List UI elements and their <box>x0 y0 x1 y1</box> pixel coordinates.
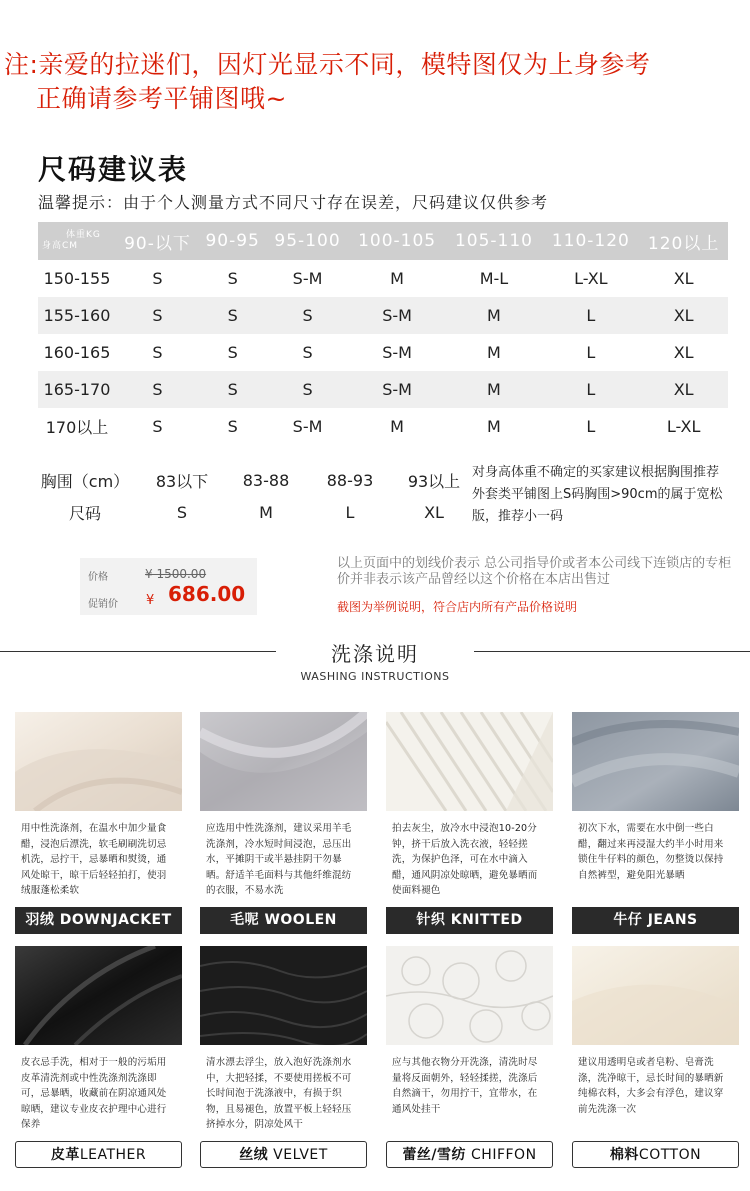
size-cell: S <box>227 417 238 436</box>
size-value: M <box>259 502 273 522</box>
weight-axis-label: 体重KG <box>66 230 101 240</box>
size-cell: S <box>302 380 313 399</box>
size-cell: M <box>487 417 501 436</box>
size-cell: S <box>152 343 163 362</box>
size-cell: L <box>586 306 596 325</box>
fabric-label <box>386 907 553 934</box>
notice-line-2: 正确请参考平铺图哦~ <box>36 84 287 113</box>
fabric-card-leather <box>15 946 182 1168</box>
fabric-label-cn: 蕾丝/雪纺 <box>402 1147 467 1163</box>
fabric-photo-velvet <box>200 946 367 1045</box>
original-price-row <box>88 567 207 583</box>
fabric-label-en: DOWNJACKET <box>59 912 172 928</box>
sale-price-label: 促销价 <box>88 599 118 610</box>
fabric-label <box>572 1141 739 1168</box>
chest-size-table <box>30 464 476 528</box>
fabric-description: 清水漂去浮尘，放入泡好洗涤剂水中，大把轻揉，不要使用搓板不可长时间泡于洗涤液中，有损于织物，且易褪色，放置平板上轻轻压挤掉水分，阴凉处风干 <box>206 1057 352 1130</box>
fabric-photo-cotton <box>572 946 739 1045</box>
size-cell: XL <box>673 380 694 399</box>
original-price-value: ¥ 1500.00 <box>145 567 207 581</box>
size-cell: S-M <box>292 269 323 288</box>
height-cell: 165-170 <box>43 380 111 399</box>
fabric-photo-chiffon <box>386 946 553 1045</box>
fabric-photo-jeans <box>572 712 739 811</box>
size-cell: S-M <box>382 380 412 399</box>
weight-header: 90-以下 <box>124 233 191 254</box>
fabric-card-chiffon <box>386 946 553 1168</box>
size-cell: S <box>227 269 238 288</box>
currency-symbol: ¥ <box>146 593 155 608</box>
chest-value: 93以上 <box>407 471 461 491</box>
chest-label: 胸围（cm） <box>40 471 130 491</box>
size-cell: S <box>152 380 163 399</box>
fabric-label-en: JEANS <box>647 912 698 928</box>
chest-value: 83-88 <box>242 470 290 490</box>
fabric-label <box>15 907 182 934</box>
fabric-label <box>200 907 367 934</box>
size-cell: M <box>390 269 404 288</box>
price-box <box>80 558 257 615</box>
size-cell: S <box>152 417 163 436</box>
fabric-label-cn: 丝绒 <box>239 1147 269 1163</box>
washing-title-cn: 洗涤说明 <box>331 642 419 666</box>
fabric-card-knitted <box>386 712 553 934</box>
fabric-label-en: COTTON <box>638 1147 702 1163</box>
washing-title-en: WASHING INSTRUCTIONS <box>300 670 450 683</box>
chest-value: 88-93 <box>326 470 374 490</box>
fabric-label-en: KNITTED <box>450 912 523 928</box>
height-cell: 170以上 <box>45 418 109 437</box>
size-chart-tip: 温馨提示：由于个人测量方式不同尺寸存在误差，尺码建议仅供参考 <box>38 193 549 212</box>
fabric-label-cn: 针织 <box>416 912 446 928</box>
fabric-photo-downjacket <box>15 712 182 811</box>
fabric-label-en: LEATHER <box>79 1147 147 1163</box>
height-axis-label: 身高CM <box>42 241 79 251</box>
original-price-label: 价格 <box>88 572 108 583</box>
weight-header: 110-120 <box>551 231 630 251</box>
height-cell: 155-160 <box>43 306 111 325</box>
table-row <box>38 260 728 297</box>
fabric-photo-knitted <box>386 712 553 811</box>
table-row <box>38 297 728 334</box>
fabric-description: 初次下水，需要在水中倒一些白醋，翻过来再浸湿大约半小时用来锁住牛仔料的颜色，勿整烫以保持自然裤型，避免阳光暴晒 <box>578 823 724 881</box>
fabric-description: 拍去灰尘，放冷水中浸泡10-20分钟，挤干后放入洗衣液，轻轻搓洗，为保护色泽，可在水中滴入醋，通风阴凉处晾晒，避免暴晒而使面料褪色 <box>392 823 538 896</box>
weight-header: 90-95 <box>205 231 260 251</box>
size-cell: S-M <box>382 343 412 362</box>
price-claim: 截图为举例说明，符合店内所有产品价格说明 <box>337 600 578 614</box>
size-cell: XL <box>673 306 694 325</box>
size-value: S <box>176 502 188 522</box>
size-cell: S <box>302 306 313 325</box>
chest-row <box>30 464 476 496</box>
size-cell: S <box>227 380 238 399</box>
fabric-label-cn: 毛呢 <box>230 912 260 928</box>
fabric-card-cotton <box>572 946 739 1168</box>
size-cell: L-XL <box>666 417 701 436</box>
size-cell: XL <box>673 269 694 288</box>
fabric-label <box>386 1141 553 1168</box>
height-cell: 150-155 <box>43 269 111 288</box>
height-cell: 160-165 <box>43 343 111 362</box>
fabric-description: 应与其他衣物分开洗涤，清洗时尽量将反面朝外，轻轻揉搓，洗涤后自然滴干，勿用拧干，宜带水，在通风处挂干 <box>392 1057 538 1115</box>
size-cell: M <box>487 343 501 362</box>
notice-line-1: 注:亲爱的拉迷们，因灯光显示不同，模特图仅为上身参考 <box>4 50 651 79</box>
fabric-card-jeans <box>572 712 739 934</box>
fabric-description: 用中性洗涤剂，在温水中加少量食醋，浸泡后漂洗，软毛刷刷洗切忌机洗，忌拧干，忌暴晒和熨烫，通风处晾干，晾干后轻轻拍打，使羽绒服蓬松柔软 <box>21 823 167 896</box>
size-cell: M <box>487 306 501 325</box>
fabric-label-cn: 羽绒 <box>25 912 55 928</box>
table-row <box>38 371 728 408</box>
fabric-photo-woolen <box>200 712 367 811</box>
fabric-label-cn: 棉料 <box>609 1147 639 1163</box>
fabric-label <box>15 1141 182 1168</box>
chest-recommendation-note <box>472 462 742 528</box>
model-photo-notice <box>0 48 750 116</box>
fabric-label-cn: 皮革 <box>50 1147 80 1163</box>
size-cell: M <box>390 417 404 436</box>
fabric-description: 建议用透明皂或者皂粉、皂膏洗涤，洗净晾干，忌长时间的暴晒新纯棉衣料，大多会有浮色，建议穿前先洗涤一次 <box>578 1057 724 1115</box>
weight-header: 120以上 <box>647 233 720 254</box>
fabric-label <box>572 907 739 934</box>
size-cell: S-M <box>382 306 412 325</box>
fabric-label-cn: 牛仔 <box>613 912 643 928</box>
size-cell: S-M <box>292 417 323 436</box>
size-cell: M <box>487 380 501 399</box>
weight-header: 100-105 <box>358 231 437 251</box>
size-cell: XL <box>673 343 694 362</box>
chest-note-line-1: 对身高体重不确定的买家建议根据胸围推荐 <box>472 465 720 480</box>
corner-header <box>38 222 116 260</box>
size-cell: S <box>227 306 238 325</box>
size-cell: S <box>152 306 163 325</box>
size-cell: S <box>302 343 313 362</box>
size-value: XL <box>424 502 444 522</box>
size-table-header <box>38 222 728 260</box>
washing-section-header <box>0 638 750 688</box>
weight-header: 105-110 <box>454 231 533 251</box>
size-value: L <box>345 502 355 522</box>
size-cell: L <box>586 380 596 399</box>
sale-price-row <box>88 582 246 610</box>
fabric-card-velvet <box>200 946 367 1168</box>
fabric-label-en: WOOLEN <box>264 912 337 928</box>
chest-value: 83以下 <box>155 471 209 491</box>
weight-header: 95-100 <box>274 231 341 251</box>
fabric-card-woolen <box>200 712 367 934</box>
size-cell: M-L <box>479 269 509 288</box>
chest-size-row <box>30 496 476 528</box>
fabric-label-en: VELVET <box>273 1147 328 1163</box>
size-chart-title: 尺码建议表 <box>38 153 189 186</box>
fabric-description: 皮衣忌手洗，相对于一般的污垢用皮革清洗剂或中性洗涤剂洗涤即可，忌暴晒，收藏前在阴凉通风处晾晒，建议专业皮衣护理中心进行保养 <box>21 1057 167 1130</box>
size-table <box>38 222 728 445</box>
price-explanation: 以上页面中的划线价表示 总公司指导价或者本公司线下连锁店的专柜价并非表示该产品曾经以这个价格在本店出售过 <box>337 556 732 587</box>
fabric-label-en: CHIFFON <box>471 1147 537 1163</box>
fabric-label <box>200 1141 367 1168</box>
size-cell: S <box>152 269 163 288</box>
chest-note-line-2: 外套类平铺图上S码胸围>90cm的属于宽松版，推荐小一码 <box>472 487 723 524</box>
size-label: 尺码 <box>68 503 101 523</box>
fabric-photo-leather <box>15 946 182 1045</box>
size-cell: S <box>227 343 238 362</box>
table-row <box>38 334 728 371</box>
fabric-card-downjacket <box>15 712 182 934</box>
size-cell: L <box>586 417 596 436</box>
size-cell: L-XL <box>574 269 608 288</box>
table-row <box>38 408 728 445</box>
size-cell: L <box>586 343 596 362</box>
fabric-description: 应选用中性洗涤剂，建议采用羊毛洗涤剂，冷水短时间浸泡，忌压出水，平摊阴干或半悬挂阴干勿暴晒。舒适羊毛面料与其他纤维混纺的衣服，不易水洗 <box>206 823 352 896</box>
sale-price-value: 686.00 <box>168 582 246 606</box>
